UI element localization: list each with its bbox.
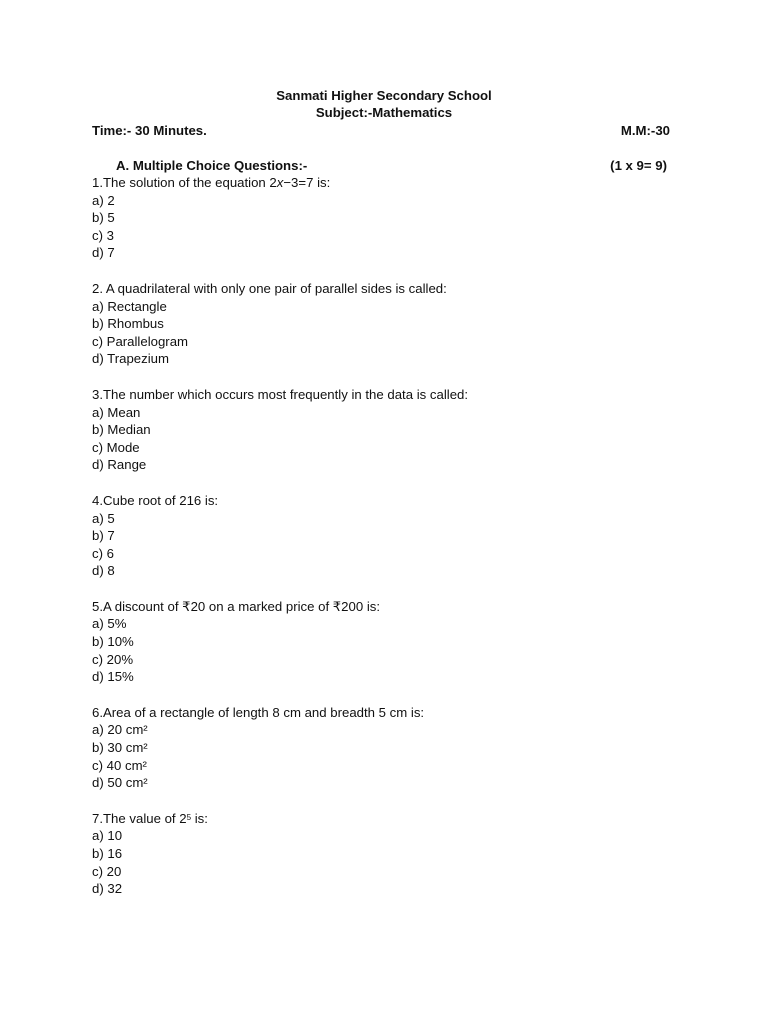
question-4: [92, 492, 692, 580]
question-7-option-c: c) 20: [92, 863, 122, 879]
question-7-text-prefix: 7.The value of 2: [92, 810, 187, 826]
question-6-option-b: b) 30 cm²: [92, 740, 148, 756]
subject-title: Subject:-Mathematics: [315, 105, 453, 120]
question-1-variable: x: [276, 175, 284, 190]
question-6: [92, 704, 692, 792]
section-title: A. Multiple Choice Questions:-: [116, 158, 308, 173]
question-7-option-d: d) 32: [92, 881, 123, 897]
question-5-option-b: b) 10%: [92, 634, 134, 650]
question-3-text: 3.The number which occurs most frequently in the data is called:: [92, 386, 469, 402]
question-2-text: 2. A quadrilateral with only one pair of parallel sides is called:: [92, 280, 447, 296]
question-5-option-c: c) 20%: [92, 651, 134, 667]
question-2-option-d: d) Trapezium: [92, 351, 169, 367]
max-marks-label: M.M:-30: [620, 123, 670, 138]
time-label: Time:- 30 Minutes.: [92, 123, 207, 138]
school-name: Sanmati Higher Secondary School: [276, 88, 492, 103]
question-2-option-b: b) Rhombus: [92, 316, 164, 332]
question-2: [92, 280, 692, 368]
question-5-option-a: a) 5%: [92, 616, 127, 632]
question-2-option-a: a) Rectangle: [92, 298, 167, 314]
question-4-option-a: a) 5: [92, 510, 115, 526]
question-4-text: 4.Cube root of 216 is:: [92, 492, 219, 508]
question-1-option-c: c) 3: [92, 227, 114, 243]
question-4-option-d: d) 8: [92, 563, 115, 579]
question-3-option-d: d) Range: [92, 457, 147, 473]
question-7-text-suffix: is:: [191, 810, 208, 826]
question-5-text: 5.A discount of ₹20 on a marked price of ₹200 is:: [92, 598, 381, 614]
question-list: [92, 174, 692, 916]
question-3-option-c: c) Mode: [92, 439, 140, 455]
question-3: [92, 386, 692, 474]
section-marks: (1 x 9= 9): [610, 158, 667, 173]
question-6-option-c: c) 40 cm²: [92, 757, 147, 773]
question-3-option-a: a) Mean: [92, 404, 141, 420]
question-5-option-d: d) 15%: [92, 669, 134, 685]
question-5: [92, 598, 692, 686]
question-7-option-a: a) 10: [92, 828, 123, 844]
question-1: [92, 174, 692, 262]
question-1-text-prefix: 1.The solution of the equation 2: [92, 175, 277, 190]
question-7-option-b: b) 16: [92, 846, 123, 861]
question-1-text: [92, 174, 692, 192]
question-1-option-a: a) 2: [92, 192, 115, 208]
question-1-option-d: d) 7: [92, 245, 115, 261]
question-6-option-a: a) 20 cm²: [92, 722, 148, 738]
question-7: [92, 810, 692, 898]
question-4-option-b: b) 7: [92, 528, 115, 544]
question-7-text: [92, 810, 692, 828]
question-6-option-d: d) 50 cm²: [92, 775, 148, 791]
question-7-exponent: 5: [186, 812, 192, 822]
question-6-text: 6.Area of a rectangle of length 8 cm and breadth 5 cm is:: [92, 704, 425, 720]
question-2-option-c: c) Parallelogram: [92, 333, 189, 349]
question-3-option-b: b) Median: [92, 422, 151, 438]
question-1-option-b: b) 5: [92, 210, 115, 226]
question-1-text-suffix: −3=7 is:: [283, 175, 331, 190]
question-4-option-c: c) 6: [92, 545, 114, 561]
